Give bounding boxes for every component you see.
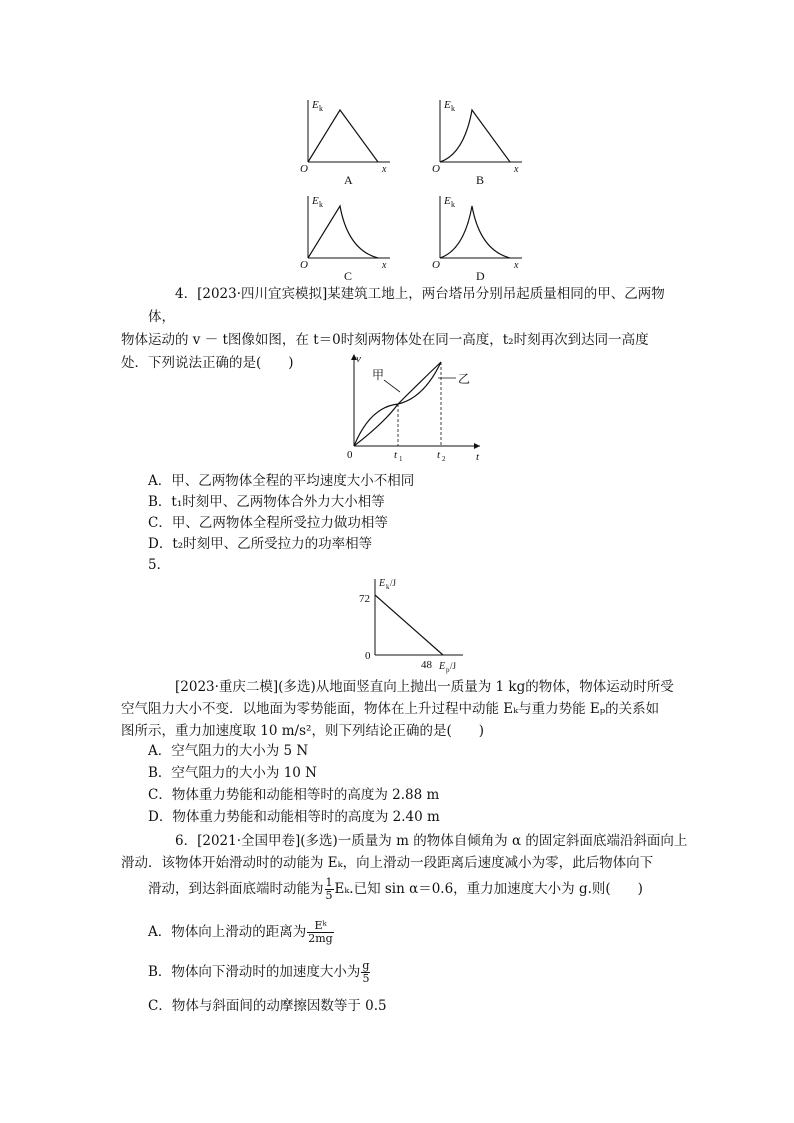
q5-ytick: 72 xyxy=(359,593,370,605)
q5-ek-ep-graph xyxy=(355,575,475,675)
q5-option-b: B．空气阻力的大小为 10 N xyxy=(148,765,317,781)
q4-vt-graph xyxy=(340,352,490,464)
q6-stem xyxy=(121,830,688,874)
option-graph-d xyxy=(422,188,532,288)
graph-d-label: D xyxy=(476,269,485,283)
vt-xlabel: t xyxy=(476,451,480,463)
graph-c-label: C xyxy=(344,269,353,283)
graph-d-xlabel: x xyxy=(514,260,519,271)
q5-origin: 0 xyxy=(365,650,371,662)
vt-t2-sub: 2 xyxy=(442,455,446,463)
q5-ysub: k xyxy=(386,583,390,591)
graph-a-ysub: k xyxy=(319,104,323,113)
q5-line1: [2023·重庆二模](多选)从地面竖直向上抛出一质量为 1 kg的物体，物体运动时所受 xyxy=(175,679,674,695)
graph-a-ylabel: E xyxy=(312,99,319,111)
vt-t1: t xyxy=(394,449,398,461)
q4-line1: 4．[2023·四川宜宾模拟]某建筑工地上，两台塔吊分别吊起质量相同的甲、乙两物体， xyxy=(148,286,665,325)
vt-ylabel: v xyxy=(356,353,361,365)
q5-line3: 图所示，重力加速度取 10 m/s²，则下列结论正确的是( ) xyxy=(121,723,484,739)
graph-b-label: B xyxy=(476,173,485,187)
label-yi: 乙 xyxy=(458,372,471,386)
q6-line3-post: Eₖ.已知 sin α＝0.6，重力加速度大小为 g.则( ) xyxy=(334,881,643,897)
graph-a-origin: O xyxy=(300,163,308,175)
vt-origin: 0 xyxy=(347,449,353,461)
q6-option-a: A．物体向上滑动的距离为 $\frac{\text{Eᵏ}}{2mg}$ xyxy=(148,919,333,945)
q4-option-b: B．t₁时刻甲、乙两物体合外力大小相等 xyxy=(148,494,385,510)
q6-fraction-one-fifth: $\frac{1}{5}$ xyxy=(325,876,333,902)
option-graph-b xyxy=(422,92,532,192)
option-graph-c xyxy=(290,188,400,288)
q5-number: 5． xyxy=(148,557,171,573)
graph-b-ylabel: E xyxy=(444,99,451,111)
graph-b-ysub: k xyxy=(451,104,455,113)
graph-b-origin: O xyxy=(432,163,440,175)
q4-option-a: A．甲、乙两物体全程的平均速度大小不相同 xyxy=(148,473,415,489)
graph-a-label: A xyxy=(344,173,353,187)
label-jia: 甲 xyxy=(372,368,385,382)
q5-stem xyxy=(121,676,688,742)
q6-line3 xyxy=(148,876,643,902)
q5-ylabel: E xyxy=(379,578,386,589)
graph-c-xlabel: x xyxy=(382,260,387,271)
q6-option-c: C．物体与斜面间的动摩擦因数等于 0.5 xyxy=(148,998,387,1014)
graph-d-ylabel: E xyxy=(444,195,451,207)
q5-yunit: /J xyxy=(390,578,397,588)
graph-c-ysub: k xyxy=(319,200,323,209)
q5-xlabel: E xyxy=(439,661,446,672)
q5-xunit: /J xyxy=(450,661,457,671)
graph-d-ysub: k xyxy=(451,200,455,209)
vt-t2: t xyxy=(437,449,441,461)
graph-b-xlabel: x xyxy=(514,164,519,175)
q5-xsub: p xyxy=(446,666,450,674)
graph-c-ylabel: E xyxy=(312,195,319,207)
q6-option-b-fraction: $\frac{g}{5}$ xyxy=(362,959,370,985)
vt-t1-sub: 1 xyxy=(399,455,403,463)
q6-option-a-fraction: $\frac{\text{Eᵏ}}{2mg}$ xyxy=(308,919,333,945)
curve-yi xyxy=(354,362,441,446)
option-graph-a xyxy=(290,92,400,192)
q4-option-c: C．甲、乙两物体全程所受拉力做功相等 xyxy=(148,515,388,531)
q4-line2: 物体运动的 v － t图像如图，在 t＝0时刻两物体处在同一高度，t₂时刻再次到达同一高度 xyxy=(121,332,649,348)
q6-option-b: B．物体向下滑动时的加速度大小为 $\frac{g}{5}$ xyxy=(148,959,370,985)
q4-option-d: D．t₂时刻甲、乙所受拉力的功率相等 xyxy=(148,536,373,552)
graph-a-xlabel: x xyxy=(382,164,387,175)
q5-option-a: A．空气阻力的大小为 5 N xyxy=(148,743,309,759)
q6-line1: 6．[2021·全国甲卷](多选)一质量为 m 的物体自倾角为 α 的固定斜面底端沿斜面向上 xyxy=(175,833,688,849)
q5-xtick: 48 xyxy=(421,659,432,671)
ek-ep-line xyxy=(375,595,443,655)
q5-line2: 空气阻力大小不变．以地面为零势能面，物体在上升过程中动能 Eₖ与重力势能 Eₚ的关系如 xyxy=(121,701,660,717)
q6-line2: 滑动．该物体开始滑动时的动能为 Eₖ，向上滑动一段距离后速度减小为零，此后物体向下 xyxy=(121,855,654,871)
q4-line3: 处．下列说法正确的是( ) xyxy=(121,355,294,371)
q5-option-d: D．物体重力势能和动能相等时的高度为 2.40 m xyxy=(148,809,440,825)
q6-line3-pre: 滑动，到达斜面底端时动能为 xyxy=(148,881,324,897)
q5-option-c: C．物体重力势能和动能相等时的高度为 2.88 m xyxy=(148,787,440,803)
graph-d-origin: O xyxy=(432,259,440,271)
graph-c-origin: O xyxy=(300,259,308,271)
